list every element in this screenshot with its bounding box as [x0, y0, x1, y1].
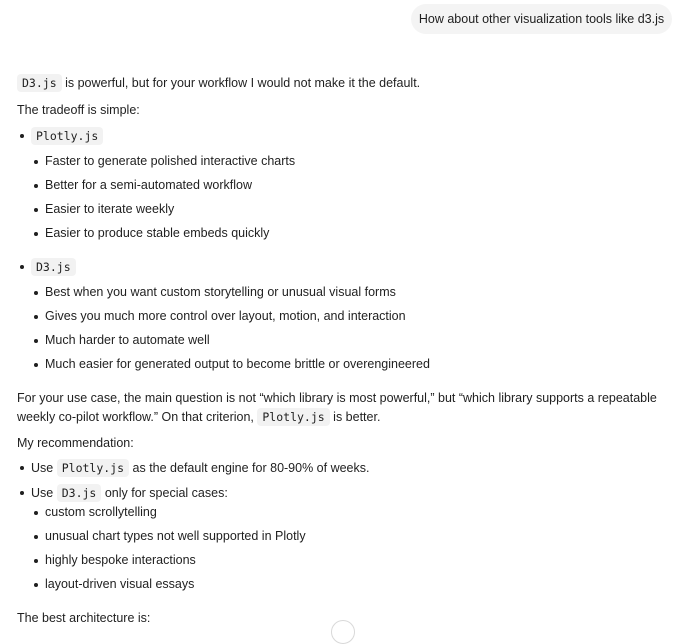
bullet [34, 291, 38, 295]
bullet [20, 134, 24, 138]
d3-point: Best when you want custom storytelling or unusual visual forms [45, 285, 396, 299]
rec1-post: as the default engine for 80-90% of weeks. [132, 461, 370, 475]
intro-text: is powerful, but for your workflow I would not make it the default. [65, 76, 421, 90]
rec2-post: only for special cases: [104, 486, 228, 500]
usecase-code: Plotly.js [257, 408, 329, 426]
bullet [34, 511, 38, 515]
bullet [34, 160, 38, 164]
bullet [34, 535, 38, 539]
intro-line [17, 74, 420, 92]
user-message-text: How about other visualization tools like d3.js [418, 12, 665, 26]
d3-code: D3.js [31, 258, 76, 276]
bullet [34, 339, 38, 343]
usecase-line-2 [17, 408, 380, 426]
plotly-code: Plotly.js [31, 127, 103, 145]
plotly-point: Faster to generate polished interactive charts [45, 154, 296, 168]
usecase-text-post: is better. [333, 410, 381, 424]
recommendation-heading: My recommendation: [17, 436, 134, 450]
scroll-down-button[interactable] [331, 620, 355, 644]
d3-item [31, 258, 76, 276]
bullet [34, 208, 38, 212]
bullet [34, 559, 38, 563]
d3-point: Gives you much more control over layout, motion, and interaction [45, 309, 406, 323]
special-case: unusual chart types not well supported in Plotly [45, 529, 306, 543]
special-case: custom scrollytelling [45, 505, 157, 519]
bullet [20, 491, 24, 495]
tradeoff-heading: The tradeoff is simple: [17, 103, 140, 117]
plotly-item [31, 127, 103, 145]
special-case: highly bespoke interactions [45, 553, 196, 567]
plotly-point: Better for a semi-automated workflow [45, 178, 253, 192]
user-message-bubble [411, 4, 672, 34]
plotly-point: Easier to iterate weekly [45, 202, 175, 216]
plotly-point: Easier to produce stable embeds quickly [45, 226, 270, 240]
bullet [34, 184, 38, 188]
d3-point: Much easier for generated output to become brittle or overengineered [45, 357, 430, 371]
usecase-line-1: For your use case, the main question is not “which library is most powerful,” but “which library supports a repeatable [17, 391, 657, 405]
recommendation-item-2 [31, 484, 228, 502]
bullet [34, 363, 38, 367]
architecture-heading: The best architecture is: [17, 611, 151, 625]
rec1-pre: Use [31, 461, 54, 475]
special-case: layout-driven visual essays [45, 577, 195, 591]
rec2-code: D3.js [57, 484, 102, 502]
bullet [34, 583, 38, 587]
bullet [20, 466, 24, 470]
bullet [20, 265, 24, 269]
intro-code: D3.js [17, 74, 62, 92]
rec2-pre: Use [31, 486, 54, 500]
d3-point: Much harder to automate well [45, 333, 210, 347]
bullet [34, 315, 38, 319]
usecase-text-pre: weekly co-pilot workflow.” On that criterion, [17, 410, 254, 424]
rec1-code: Plotly.js [57, 459, 129, 477]
recommendation-item-1 [31, 459, 369, 477]
bullet [34, 232, 38, 236]
